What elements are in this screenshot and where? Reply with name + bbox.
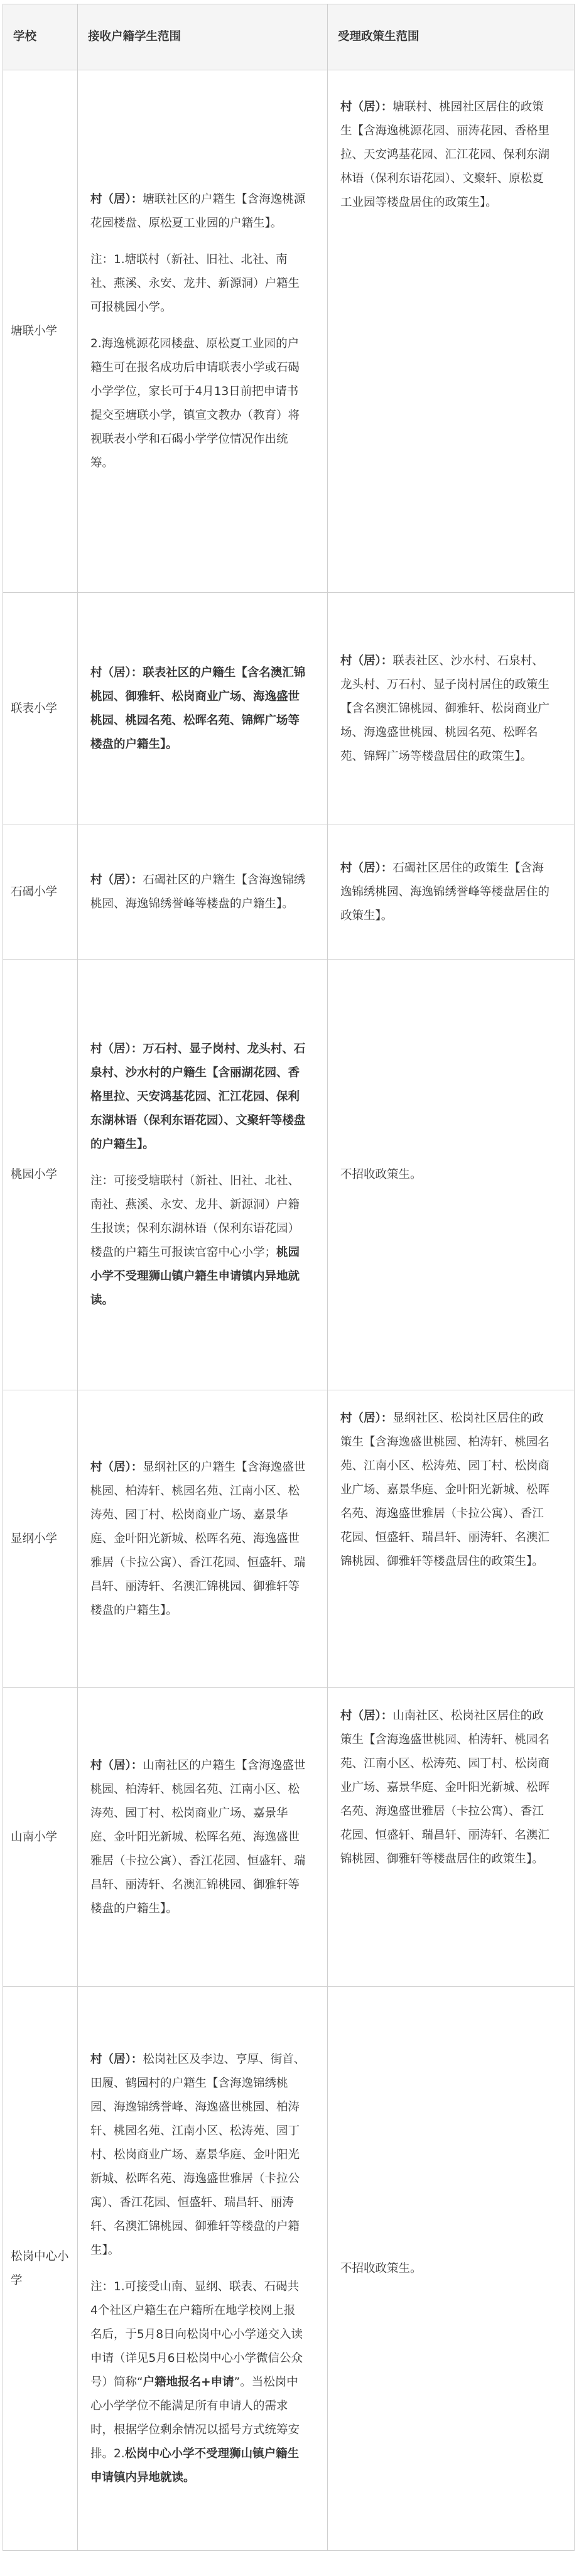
hukou-scope-cell [78,1987,328,2551]
hukou-scope-cell [78,1688,328,1987]
hukou-note-emphasis: 松岗中心小学不受理狮山镇户籍生申请镇内异地就读。 [90,2447,300,2484]
school-name: 石碣小学 [3,825,78,960]
school-name: 塘联小学 [3,70,78,593]
policy-scope-cell [328,70,575,593]
hukou-note-text: 注：1.可接受山南、显纲、联表、石碣共4个社区户籍生在户籍所在地学校网上报名后，于5月8日向松岗中心小学递交入读申请（详见5月6日松岗中心小学微信公众号）简称“ [90,2280,303,2389]
table-row [3,1987,575,2551]
policy-scope-text [340,857,553,928]
village-label: 村（居）： [90,2052,143,2066]
policy-scope-text [340,649,553,769]
policy-scope-text: 不招收政策生。 [340,2261,422,2275]
hukou-scope-text [90,1456,306,1623]
hukou-scope-detail: 松岗社区及李边、亨厚、街首、田履、鹤园村的户籍生【含海逸锦绣桃园、海逸锦绣誉峰、海逸盛世桃园、柏涛轩、桃园名苑、江南小区、松涛苑、园丁村、松岗商业广场、嘉景华庭、金叶阳光新城、松晖名苑、海逸盛世雅居（卡拉公寓）、香江花园、恒盛轩、瑞昌轩、丽涛轩、名澳汇锦桃园、御雅轩等楼盘的户籍生】。 [90,2052,306,2257]
header-policy-scope: 受理政策生范围 [328,4,575,70]
hukou-scope-cell [78,1390,328,1688]
policy-scope-cell [328,1390,575,1688]
hukou-note [90,2275,306,2490]
policy-scope-cell [328,1987,575,2551]
hukou-scope-text [90,2048,306,2263]
school-name: 联表小学 [3,593,78,825]
village-label: 村（居）： [90,873,143,887]
table-row [3,70,575,593]
table-row [3,1688,575,1987]
enrollment-table [3,4,575,2551]
hukou-note-2: 2.海逸桃源花园楼盘、原松夏工业园的户籍生可在报名成功后申请联表小学或石碣小学学位，家长可于4月13日前把申请书提交至塘联小学，镇宣文教办（教育）将视联表小学和石碣小学学位情况作出统筹。 [90,337,300,470]
table-row [3,960,575,1390]
hukou-scope-text [90,188,306,235]
hukou-scope-detail: 山南社区的户籍生【含海逸盛世桃园、柏涛轩、桃园名苑、江南小区、松涛苑、园丁村、松岗商业广场、嘉景华庭、金叶阳光新城、松晖名苑、海逸盛世雅居（卡拉公寓）、香江花园、恒盛轩、瑞昌轩、丽涛轩、名澳汇锦桃园、御雅轩等楼盘的户籍生】。 [90,1758,306,1915]
hukou-scope-text [90,1037,306,1157]
village-label: 村（居）： [340,654,393,668]
hukou-note-emphasis: 桃园小学不受理狮山镇户籍生申请镇内异地就读。 [90,1245,300,1307]
header-hukou-scope: 接收户籍学生范围 [78,4,328,70]
hukou-scope-cell [78,960,328,1390]
policy-scope-text [340,1407,553,1574]
policy-scope-text: 不招收政策生。 [340,1167,422,1181]
village-label: 村（居）： [90,666,143,679]
hukou-scope-cell [78,70,328,593]
hukou-note [90,1169,306,1312]
hukou-scope-text [90,661,306,757]
policy-scope-detail: 塘联村、桃园社区居住的政策生【含海逸桃源花园、丽涛花园、香格里拉、天安鸿基花园、汇江花园、保利东湖林语（保利东语花园）、文聚轩、原松夏工业园等楼盘居住的政策生】。 [340,100,550,209]
school-name: 松岗中心小学 [3,1987,78,2551]
school-name: 桃园小学 [3,960,78,1390]
village-label: 村（居）： [340,100,393,114]
hukou-note-emphasis: 户籍地报名+申请 [143,2375,234,2389]
hukou-note-1: 注：1.塘联村（新社、旧社、北社、南社、燕溪、永安、龙井、新源洞）户籍生可报桃园小学。 [90,252,300,314]
header-school: 学校 [3,4,78,70]
hukou-note-text: ”。当松岗中心小学学位不能满足所有申请人的需求时，根据学位剩余情况以摇号方式统筹安排。2. [90,2375,300,2460]
village-label: 村（居）： [90,192,143,206]
policy-scope-text [340,1704,553,1871]
policy-scope-detail: 联表社区、沙水村、石泉村、龙头村、万石村、显子岗村居住的政策生【含名澳汇锦桃园、御雅轩、松岗商业广场、海逸盛世桃园、桃园名苑、松晖名苑、锦辉广场等楼盘居住的政策生】。 [340,654,550,763]
policy-scope-cell [328,825,575,960]
school-name: 显纲小学 [3,1390,78,1688]
village-label: 村（居）： [340,1709,393,1723]
village-label: 村（居）： [340,861,393,875]
policy-scope-cell [328,960,575,1390]
hukou-scope-detail: 显纲社区的户籍生【含海逸盛世桃园、柏涛轩、桃园名苑、江南小区、松涛苑、园丁村、松岗商业广场、嘉景华庭、金叶阳光新城、松晖名苑、海逸盛世雅居（卡拉公寓）、香江花园、恒盛轩、瑞昌轩、丽涛轩、名澳汇锦桃园、御雅轩等楼盘的户籍生】。 [90,1460,306,1617]
hukou-scope-detail: 塘联社区的户籍生【含海逸桃源花园楼盘、原松夏工业园的户籍生】。 [90,192,306,230]
hukou-scope-text [90,869,306,916]
hukou-scope-cell [78,593,328,825]
table-row [3,1390,575,1688]
policy-scope-cell [328,593,575,825]
hukou-scope-detail: 石碣社区的户籍生【含海逸锦绣桃园、海逸锦绣誉峰等楼盘的户籍生】。 [90,873,306,911]
hukou-scope-detail: 联表社区的户籍生【含名澳汇锦桃园、御雅轩、松岗商业广场、海逸盛世桃园、桃园名苑、松晖名苑、锦辉广场等楼盘的户籍生】。 [90,666,306,751]
table-row [3,825,575,960]
village-label: 村（居）： [90,1460,143,1474]
policy-scope-cell [328,1688,575,1987]
hukou-scope-text [90,1754,306,1921]
village-label: 村（居）： [90,1758,143,1772]
policy-scope-text [340,95,553,215]
policy-scope-detail: 显纲社区、松岗社区居住的政策生【含海逸盛世桃园、柏涛轩、桃园名苑、江南小区、松涛苑、园丁村、松岗商业广场、嘉景华庭、金叶阳光新城、松晖名苑、海逸盛世雅居（卡拉公寓）、香江花园、恒盛轩、瑞昌轩、丽涛轩、名澳汇锦桃园、御雅轩等楼盘居住的政策生】。 [340,1412,550,1568]
policy-scope-detail: 山南社区、松岗社区居住的政策生【含海逸盛世桃园、柏涛轩、桃园名苑、江南小区、松涛苑、园丁村、松岗商业广场、嘉景华庭、金叶阳光新城、松晖名苑、海逸盛世雅居（卡拉公寓）、香江花园、恒盛轩、瑞昌轩、丽涛轩、名澳汇锦桃园、御雅轩等楼盘居住的政策生】。 [340,1709,550,1866]
table-header-row [3,4,575,70]
hukou-scope-detail: 万石村、显子岗村、龙头村、石泉村、沙水村的户籍生【含丽湖花园、香格里拉、天安鸿基花园、汇江花园、保利东湖林语（保利东语花园）、文聚轩等楼盘的户籍生】。 [90,1042,306,1151]
policy-scope-detail: 石碣社区居住的政策生【含海逸锦绣桃园、海逸锦绣誉峰等楼盘居住的政策生】。 [340,861,550,923]
village-label: 村（居）： [340,1412,393,1425]
village-label: 村（居）： [90,1042,143,1056]
school-name: 山南小学 [3,1688,78,1987]
hukou-note-text: 注：可接受塘联村（新社、旧社、北社、南社、燕溪、永安、龙井、新源洞）户籍生报读；保利东湖林语（保利东语花园）楼盘的户籍生可报读官窑中心小学； [90,1174,300,1259]
hukou-scope-cell [78,825,328,960]
table-row [3,593,575,825]
